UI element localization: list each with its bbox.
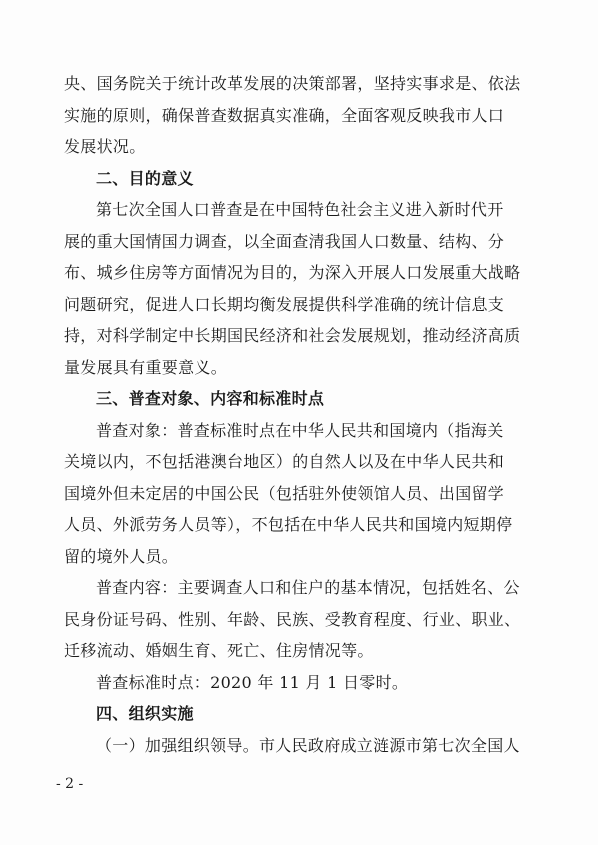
paragraph-line: 关境以内，不包括港澳台地区）的自然人以及在中华人民共和 xyxy=(64,452,505,471)
page-number: - 2 - xyxy=(56,776,84,792)
section-heading: 二、目的意义 xyxy=(96,168,194,188)
paragraph-line: 央、国务院关于统计改革发展的决策部署，坚持实事求是、依法 xyxy=(64,74,521,93)
paragraph-first-line: 普查标准时点：2020 年 11 月 1 日零时。 xyxy=(96,672,409,692)
paragraph-line: 发展状况。 xyxy=(64,137,146,156)
document-body xyxy=(64,68,540,761)
paragraph-line: 人员、外派劳务人员等），不包括在中华人民共和国境内短期停 xyxy=(64,515,513,534)
paragraph-first-line: 普查对象：普查标准时点在中华人民共和国境内（指海关 xyxy=(96,420,504,440)
paragraph-line: 国境外但未定居的中国公民（包括驻外使领馆人员、出国留学 xyxy=(64,483,505,503)
paragraph-first-line: 普查内容：主要调查人口和住户的基本情况，包括姓名、公 xyxy=(96,578,520,597)
paragraph-line: 问题研究，促进人口长期均衡发展提供科学准确的统计信息支 xyxy=(64,294,505,314)
paragraph-line: 实施的原则，确保普查数据真实准确，全面客观反映我市人口 xyxy=(64,105,505,125)
paragraph-line: 展的重大国情国力调查，以全面查清我国人口数量、结构、分 xyxy=(64,231,505,251)
paragraph-line: 迁移流动、婚姻生育、死亡、住房情况等。 xyxy=(64,641,374,660)
paragraph-first-line: 第七次全国人口普查是在中国特色社会主义进入新时代开 xyxy=(96,200,504,219)
paragraph-line: 留的境外人员。 xyxy=(64,546,179,566)
section-heading: 四、组织实施 xyxy=(96,704,194,723)
paragraph-line: 持，对科学制定中长期国民经济和社会发展规划，推动经济高质 xyxy=(64,326,521,345)
paragraph-line: 布、城乡住房等方面情况为目的，为深入开展人口发展重大战略 xyxy=(64,263,521,282)
paragraph-line: 民身份证号码、性别、年龄、民族、受教育程度、行业、职业、 xyxy=(64,609,521,629)
paragraph-line: 量发展具有重要意义。 xyxy=(64,357,228,377)
paragraph-first-line: （一）加强组织领导。市人民政府成立涟源市第七次全国人 xyxy=(96,735,520,755)
section-heading: 三、普查对象、内容和标准时点 xyxy=(96,389,325,408)
